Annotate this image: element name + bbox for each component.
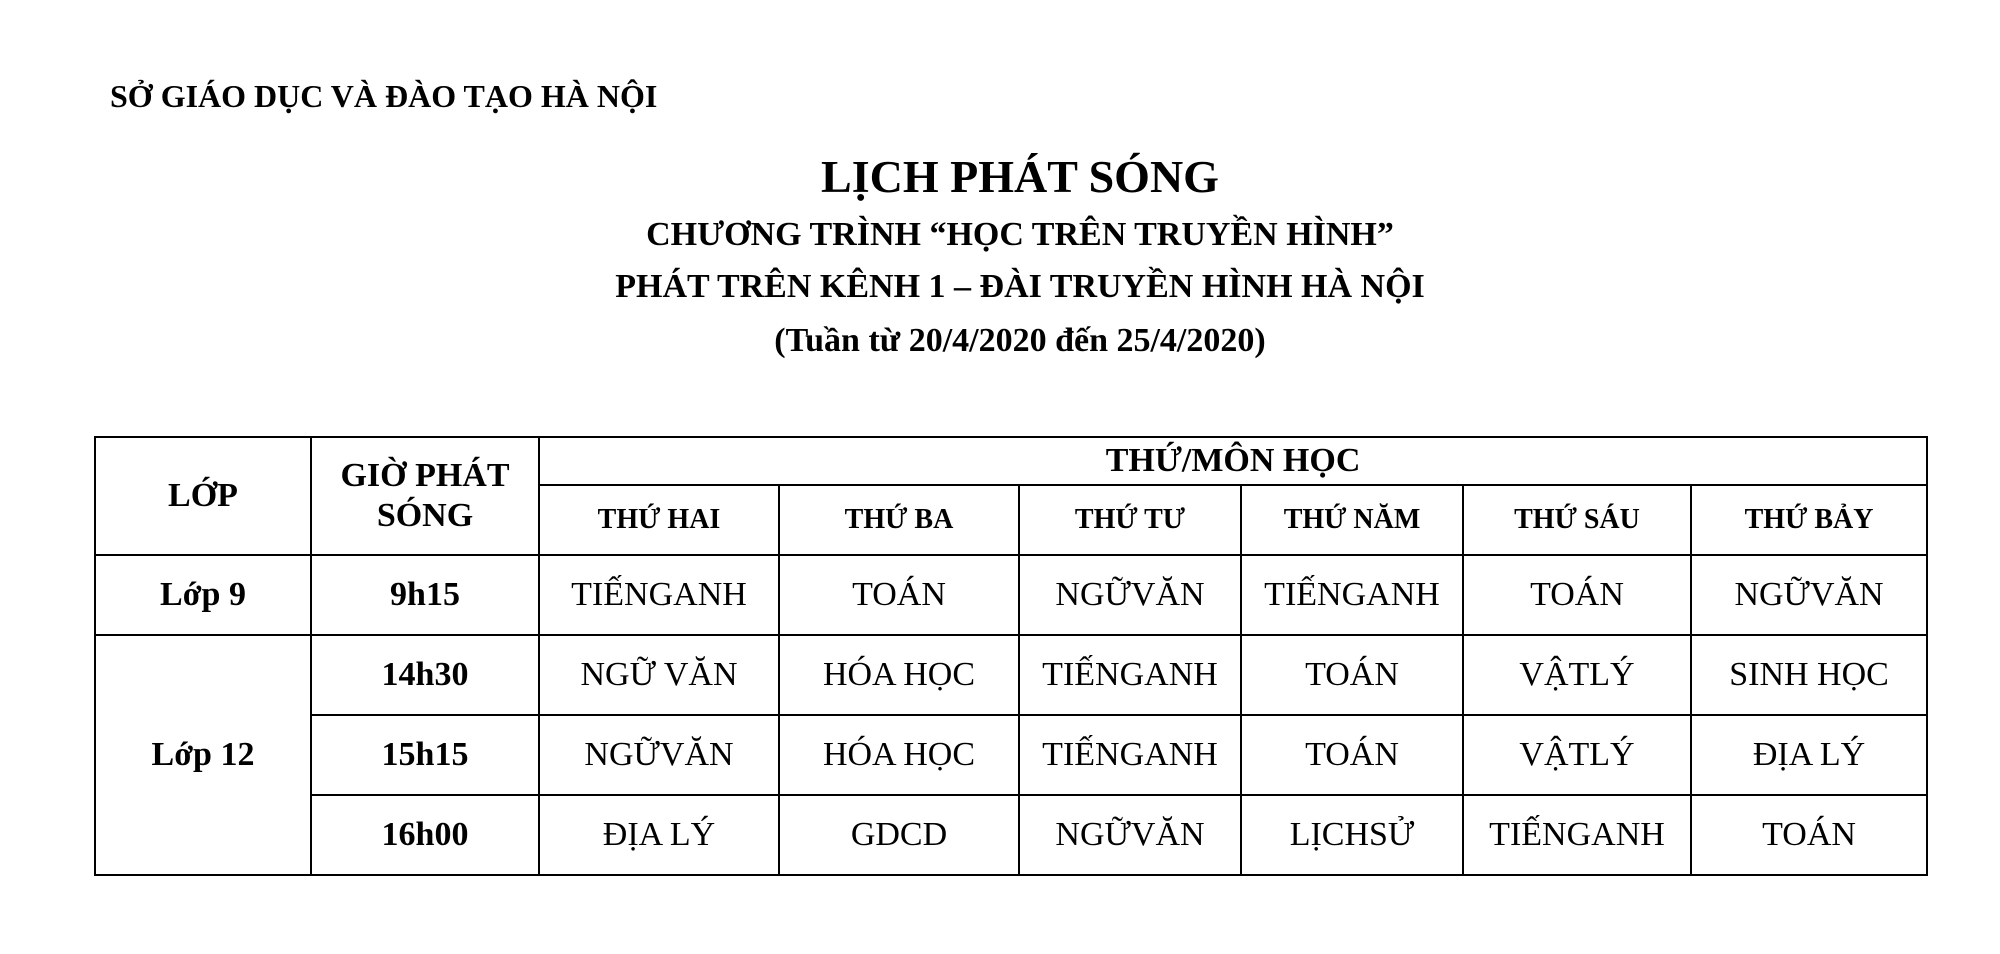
subject-cell: NGỮVĂN: [1019, 795, 1241, 875]
table-row: [95, 555, 1927, 635]
subject-cell: TIẾNGANH: [1019, 635, 1241, 715]
subject-cell: TIẾNGANH: [1241, 555, 1463, 635]
subject-cell: NGỮ VĂN: [539, 635, 779, 715]
day-header: THỨ NĂM: [1241, 485, 1463, 555]
subject-cell: TOÁN: [1463, 555, 1691, 635]
subject-cell: NGỮVĂN: [1691, 555, 1927, 635]
table-row: [95, 635, 1927, 715]
day-header: THỨ BẢY: [1691, 485, 1927, 555]
subject-cell: TIẾNGANH: [1019, 715, 1241, 795]
organization-name: SỞ GIÁO DỤC VÀ ĐÀO TẠO HÀ NỘI: [110, 78, 658, 114]
class-cell: Lớp 12: [95, 635, 311, 875]
subject-cell: HÓA HỌC: [779, 715, 1019, 795]
time-cell: 9h15: [311, 555, 539, 635]
program-subtitle: CHƯƠNG TRÌNH “HỌC TRÊN TRUYỀN HÌNH”: [646, 216, 1394, 253]
time-cell: 16h00: [311, 795, 539, 875]
table-row: [95, 795, 1927, 875]
subject-cell: TOÁN: [1691, 795, 1927, 875]
day-header: THỨ BA: [779, 485, 1019, 555]
subject-cell: ĐỊA LÝ: [1691, 715, 1927, 795]
subject-cell: ĐỊA LÝ: [539, 795, 779, 875]
subject-cell: VẬTLÝ: [1463, 635, 1691, 715]
time-cell: 14h30: [311, 635, 539, 715]
page-title: LỊCH PHÁT SÓNG: [821, 151, 1219, 202]
subject-cell: SINH HỌC: [1691, 635, 1927, 715]
subject-cell: TIẾNGANH: [539, 555, 779, 635]
subject-cell: VẬTLÝ: [1463, 715, 1691, 795]
week-range: (Tuần từ 20/4/2020 đến 25/4/2020): [774, 322, 1266, 359]
class-column-header: LỚP: [95, 437, 311, 555]
channel-subtitle: PHÁT TRÊN KÊNH 1 – ĐÀI TRUYỀN HÌNH HÀ NỘI: [615, 268, 1425, 305]
subject-cell: TIẾNGANH: [1463, 795, 1691, 875]
subject-cell: NGỮVĂN: [1019, 555, 1241, 635]
day-header: THỨ SÁU: [1463, 485, 1691, 555]
class-cell: Lớp 9: [95, 555, 311, 635]
table-row: [95, 715, 1927, 795]
day-header: THỨ TƯ: [1019, 485, 1241, 555]
time-cell: 15h15: [311, 715, 539, 795]
header-row: [95, 437, 1927, 485]
subject-cell: HÓA HỌC: [779, 635, 1019, 715]
subject-cell: GDCD: [779, 795, 1019, 875]
subject-cell: LỊCHSỬ: [1241, 795, 1463, 875]
subject-cell: TOÁN: [779, 555, 1019, 635]
broadcast-schedule-table: [94, 436, 1928, 876]
day-header: THỨ HAI: [539, 485, 779, 555]
time-column-label: GIỜ PHÁT SÓNG: [340, 457, 510, 534]
day-subject-group-header: THỨ/MÔN HỌC: [539, 437, 1927, 485]
subject-cell: NGỮVĂN: [539, 715, 779, 795]
subject-cell: TOÁN: [1241, 635, 1463, 715]
subject-cell: TOÁN: [1241, 715, 1463, 795]
time-column-header: [311, 437, 539, 555]
